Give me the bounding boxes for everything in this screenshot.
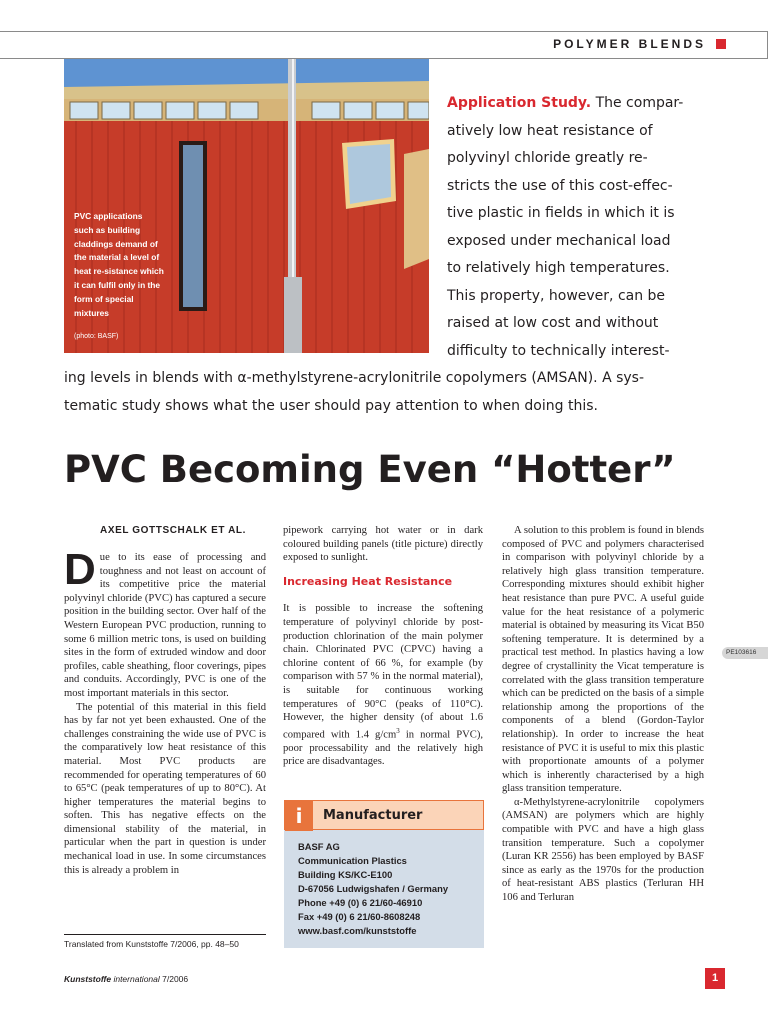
lead-line: atively low heat resistance of [447,123,653,139]
manufacturer-address: BASF AG Communication Plastics Building KS/KC-E100 D-67056 Ludwigshafen / Germany Phone +49 (0) 6 21/60-46910 Fax +49 (0) 6 21/60-8608248 www.basf.com/kunststoffe [298,841,449,936]
lead-line: to relatively high temperatures. [447,260,670,276]
section-label: POLYMER BLENDS [553,37,706,51]
footer-citation: Kunststoffe international 7/2006 [64,974,189,984]
subheading-heat-resistance: Increasing Heat Resistance [283,574,453,588]
column-2 [283,524,483,769]
manufacturer-header [284,800,484,830]
article-title: PVC Becoming Even “Hotter” [64,448,676,491]
lead-line: This property, however, can be [447,288,666,304]
photo-credit: (photo: BASF) [74,333,119,340]
manufacturer-website[interactable]: www.basf.com/kunststoffe [298,925,417,936]
article-id-tag[interactable]: PE103616 [722,647,768,659]
lead-line: difficulty to technically interest- [447,343,670,359]
info-icon: i [285,801,313,831]
manufacturer-title: Manufacturer [323,808,423,823]
footnote-rule [64,934,266,935]
col3-paragraph-2: α-Methylstyrene-acrylonitrile copolymers (AMSAN) are polymers which are highly compatible with PVC and have a high glass transition temperature. Such a copolymer (Luran KR 2556) has been employed by BASF since as early as the 1970s for the production of heat-resistant ABS plastics (Terluran HH 106 and Terluran [502,796,704,904]
column-3 [502,524,704,905]
column-1 [64,545,266,877]
lead-line: Application Study. The compar- [447,95,684,111]
col2-paragraph-2: It is possible to increase the softening temperature of polyvinyl chloride by post-production chlorination of the main polymer chain. Chlorinated PVC (CPVC) having a chlorine content of 66 %, for example (by comparison with 57 % in the normal material), is suitable for continuous working temperatures of 90°C (peaks of 110°C). However, the higher density (of about 1.6 compared with 1.4 $g/cm^3$ in normal PVC), poor processability and the relatively high price are disadvantages. [283,603,484,768]
manufacturer-box [284,800,484,948]
col1-paragraph-1: Due to its ease of processing and toughness and not least on account of its competitive price the material polyvinyl chloride (PVC) has captured a secure position in the building sector. Over half of the Western European PVC production, running to some 6 million metric tons, is used on building sites in the form of extruded window and door profiles, cable sheathing, floor coverings, pipes and conduits. Accordingly, PVC is one of the most important materials in this sector. [64,545,266,699]
lead-label: Application Study. [447,95,592,111]
col1-paragraph-2: The potential of this material in this field has by far not yet been exhausted. One of the challenges constraining the wide use of PVC is the comparatively low heat resistance of this material. Most PVC products are recommended for operating temperatures of 60 to 65°C (peak temperatures of up to 80°C). At higher temperatures the material begins to soften. This has negative effects on the dimensional stability of the material, in particular when the part in question is under mechanical load in use. In some circumstances this is already a problem in [64,701,266,876]
lead-line: exposed under mechanical load [447,233,671,249]
section-marker-square [716,39,726,49]
lead-line: ing levels in blends with α-methylstyrene-acrylonitrile copolymers (AMSAN). A sys- [64,370,645,386]
lead-line: tematic study shows what the user should pay attention to when doing this. [64,398,598,414]
lead-line: polyvinyl chloride greatly re- [447,150,648,166]
col2-paragraph-1: pipework carrying hot water or in dark coloured building panels (title picture) directly exposed to sunlight. [283,525,483,564]
translation-note: Translated from Kunststoffe 7/2006, pp. 48–50 [64,939,239,949]
magazine-name: Kunststoffe [64,974,112,984]
photo-caption: PVC applications such as building claddings demand of the material a level of heat re-sistance which it can fulfil only in the form of special mixtures [74,211,164,318]
author-line: AXEL GOTTSCHALK ET AL. [100,525,246,536]
lead-line: tive plastic in fields in which it is [447,205,675,221]
drop-cap: D [64,545,96,594]
lead-line: raised at low cost and without [447,315,659,331]
col3-paragraph-1: A solution to this problem is found in blends composed of PVC and polymers characterised in comparison with polyvinyl chloride by a relatively high glass transition temperature. Corresponding mixtures should exhibit higher heat resistance than pure PVC. A useful guide value for the heat resistance of a polymeric material is obtained by measuring its Vicat B50 softening temperature. It is determined by a practical test method. In plastics having a low degree of crystallinity the Vicat temperature is correlated with the glass transition temperature which can be predicted on the basis of a simple relationship among the proportions of the components of a blend (Gordon-Taylor relationship). In order to increase the heat resistance of PVC it is useful to mix this plastic with proportionate amounts of a polymer which is inherently characterised by a high glass transition temperature. [502,525,704,795]
page-number: 1 [705,968,725,989]
lead-line: stricts the use of this cost-effec- [447,178,673,194]
